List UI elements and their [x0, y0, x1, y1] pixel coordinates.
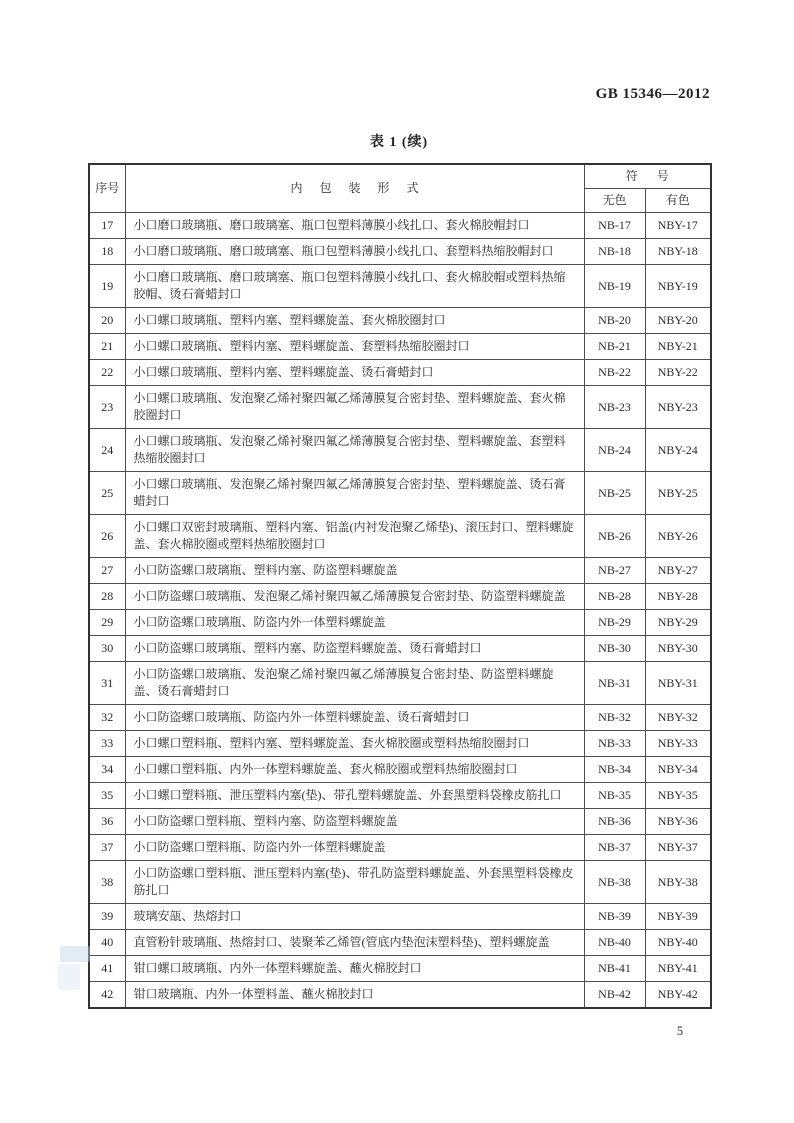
- table-row: [89, 472, 711, 515]
- cell-symbol-colored: NBY-31: [645, 662, 711, 705]
- cell-symbol-colored: NBY-38: [645, 861, 711, 904]
- cell-symbol-colored: NBY-35: [645, 783, 711, 809]
- cell-symbol-colored: NBY-28: [645, 584, 711, 610]
- cell-symbol-colored: NBY-24: [645, 429, 711, 472]
- cell-symbol-colorless: NB-30: [584, 636, 645, 662]
- cell-packaging-form: 小口磨口玻璃瓶、磨口玻璃塞、瓶口包塑料薄膜小线扎口、套火棉胶帽封口: [125, 213, 584, 239]
- table-row: [89, 429, 711, 472]
- table-row: [89, 584, 711, 610]
- table-row: [89, 239, 711, 265]
- cell-symbol-colorless: NB-23: [584, 386, 645, 429]
- cell-serial-number: 24: [89, 429, 125, 472]
- table-row: [89, 386, 711, 429]
- cell-serial-number: 29: [89, 610, 125, 636]
- scan-artifact-smudge: [58, 964, 80, 990]
- cell-symbol-colorless: NB-41: [584, 956, 645, 982]
- cell-symbol-colored: NBY-17: [645, 213, 711, 239]
- cell-serial-number: 19: [89, 265, 125, 308]
- header-serial-number: 序号: [89, 164, 125, 213]
- cell-serial-number: 20: [89, 308, 125, 334]
- table-header: [89, 164, 711, 213]
- cell-symbol-colored: NBY-37: [645, 835, 711, 861]
- cell-symbol-colorless: NB-24: [584, 429, 645, 472]
- table-row: [89, 809, 711, 835]
- cell-symbol-colorless: NB-22: [584, 360, 645, 386]
- cell-packaging-form: 小口螺口玻璃瓶、塑料内塞、塑料螺旋盖、烫石膏蜡封口: [125, 360, 584, 386]
- cell-serial-number: 35: [89, 783, 125, 809]
- cell-packaging-form: 直管粉针玻璃瓶、热熔封口、装聚苯乙烯管(管底内垫泡沫塑料垫)、塑料螺旋盖: [125, 930, 584, 956]
- table-row: [89, 904, 711, 930]
- table-row: [89, 558, 711, 584]
- cell-symbol-colored: NBY-40: [645, 930, 711, 956]
- cell-packaging-form: 小口防盗螺口玻璃瓶、发泡聚乙烯衬聚四氟乙烯薄膜复合密封垫、防盗塑料螺旋盖: [125, 584, 584, 610]
- header-row-1: [89, 164, 711, 189]
- cell-packaging-form: 小口防盗螺口玻璃瓶、塑料内塞、防盗塑料螺旋盖、烫石膏蜡封口: [125, 636, 584, 662]
- cell-serial-number: 27: [89, 558, 125, 584]
- cell-symbol-colorless: NB-38: [584, 861, 645, 904]
- table-row: [89, 705, 711, 731]
- table-row: [89, 861, 711, 904]
- cell-symbol-colorless: NB-31: [584, 662, 645, 705]
- cell-packaging-form: 小口防盗螺口塑料瓶、防盗内外一体塑料螺旋盖: [125, 835, 584, 861]
- cell-symbol-colored: NBY-32: [645, 705, 711, 731]
- cell-symbol-colorless: NB-29: [584, 610, 645, 636]
- cell-symbol-colorless: NB-21: [584, 334, 645, 360]
- cell-symbol-colorless: NB-20: [584, 308, 645, 334]
- cell-symbol-colored: NBY-30: [645, 636, 711, 662]
- cell-serial-number: 23: [89, 386, 125, 429]
- cell-symbol-colorless: NB-26: [584, 515, 645, 558]
- cell-symbol-colorless: NB-27: [584, 558, 645, 584]
- table-row: [89, 757, 711, 783]
- cell-symbol-colorless: NB-39: [584, 904, 645, 930]
- cell-serial-number: 18: [89, 239, 125, 265]
- cell-symbol-colored: NBY-27: [645, 558, 711, 584]
- cell-symbol-colorless: NB-42: [584, 982, 645, 1009]
- cell-symbol-colorless: NB-36: [584, 809, 645, 835]
- cell-packaging-form: 小口螺口玻璃瓶、发泡聚乙烯衬聚四氟乙烯薄膜复合密封垫、塑料螺旋盖、套塑料热缩胶圈封口: [125, 429, 584, 472]
- cell-serial-number: 37: [89, 835, 125, 861]
- cell-serial-number: 21: [89, 334, 125, 360]
- cell-serial-number: 33: [89, 731, 125, 757]
- cell-packaging-form: 钳口玻璃瓶、内外一体塑料盖、蘸火棉胶封口: [125, 982, 584, 1009]
- cell-symbol-colored: NBY-34: [645, 757, 711, 783]
- cell-symbol-colored: NBY-25: [645, 472, 711, 515]
- cell-symbol-colorless: NB-37: [584, 835, 645, 861]
- cell-symbol-colored: NBY-20: [645, 308, 711, 334]
- cell-packaging-form: 小口螺口玻璃瓶、塑料内塞、塑料螺旋盖、套塑料热缩胶圈封口: [125, 334, 584, 360]
- cell-packaging-form: 小口防盗螺口塑料瓶、塑料内塞、防盗塑料螺旋盖: [125, 809, 584, 835]
- table-row: [89, 265, 711, 308]
- table-row: [89, 731, 711, 757]
- table-row: [89, 334, 711, 360]
- table-row: [89, 783, 711, 809]
- cell-symbol-colorless: NB-35: [584, 783, 645, 809]
- cell-symbol-colored: NBY-26: [645, 515, 711, 558]
- table-body: [89, 213, 711, 1009]
- cell-packaging-form: 钳口螺口玻璃瓶、内外一体塑料螺旋盖、蘸火棉胶封口: [125, 956, 584, 982]
- cell-symbol-colored: NBY-19: [645, 265, 711, 308]
- cell-packaging-form: 玻璃安瓿、热熔封口: [125, 904, 584, 930]
- cell-symbol-colored: NBY-23: [645, 386, 711, 429]
- cell-symbol-colorless: NB-28: [584, 584, 645, 610]
- packaging-table: [88, 163, 712, 1009]
- cell-serial-number: 34: [89, 757, 125, 783]
- cell-serial-number: 38: [89, 861, 125, 904]
- cell-packaging-form: 小口磨口玻璃瓶、磨口玻璃塞、瓶口包塑料薄膜小线扎口、套塑料热缩胶帽封口: [125, 239, 584, 265]
- cell-symbol-colored: NBY-39: [645, 904, 711, 930]
- cell-symbol-colored: NBY-29: [645, 610, 711, 636]
- cell-serial-number: 31: [89, 662, 125, 705]
- cell-packaging-form: 小口防盗螺口玻璃瓶、防盗内外一体塑料螺旋盖、烫石膏蜡封口: [125, 705, 584, 731]
- cell-symbol-colorless: NB-18: [584, 239, 645, 265]
- cell-symbol-colored: NBY-42: [645, 982, 711, 1009]
- cell-symbol-colorless: NB-40: [584, 930, 645, 956]
- header-symbol-group: 符 号: [584, 164, 711, 189]
- table-row: [89, 930, 711, 956]
- cell-packaging-form: 小口螺口塑料瓶、塑料内塞、塑料螺旋盖、套火棉胶圈或塑料热缩胶圈封口: [125, 731, 584, 757]
- cell-packaging-form: 小口螺口双密封玻璃瓶、塑料内塞、铝盖(内衬发泡聚乙烯垫)、滚压封口、塑料螺旋盖、套火棉胶圈或塑料热缩胶圈封口: [125, 515, 584, 558]
- cell-packaging-form: 小口防盗螺口玻璃瓶、防盗内外一体塑料螺旋盖: [125, 610, 584, 636]
- header-colorless: 无色: [584, 189, 645, 213]
- cell-serial-number: 30: [89, 636, 125, 662]
- cell-packaging-form: 小口防盗螺口玻璃瓶、发泡聚乙烯衬聚四氟乙烯薄膜复合密封垫、防盗塑料螺旋盖、烫石膏蜡封口: [125, 662, 584, 705]
- cell-symbol-colorless: NB-17: [584, 213, 645, 239]
- cell-symbol-colored: NBY-22: [645, 360, 711, 386]
- cell-symbol-colored: NBY-21: [645, 334, 711, 360]
- cell-serial-number: 42: [89, 982, 125, 1009]
- cell-symbol-colorless: NB-19: [584, 265, 645, 308]
- cell-symbol-colored: NBY-41: [645, 956, 711, 982]
- cell-serial-number: 36: [89, 809, 125, 835]
- cell-symbol-colorless: NB-25: [584, 472, 645, 515]
- cell-packaging-form: 小口磨口玻璃瓶、磨口玻璃塞、瓶口包塑料薄膜小线扎口、套火棉胶帽或塑料热缩胶帽、烫石膏蜡封口: [125, 265, 584, 308]
- table-row: [89, 982, 711, 1009]
- cell-serial-number: 26: [89, 515, 125, 558]
- cell-packaging-form: 小口螺口玻璃瓶、塑料内塞、塑料螺旋盖、套火棉胶圈封口: [125, 308, 584, 334]
- table-row: [89, 308, 711, 334]
- table-row: [89, 662, 711, 705]
- table-row: [89, 515, 711, 558]
- cell-serial-number: 41: [89, 956, 125, 982]
- cell-packaging-form: 小口螺口塑料瓶、内外一体塑料螺旋盖、套火棉胶圈或塑料热缩胶圈封口: [125, 757, 584, 783]
- table-row: [89, 213, 711, 239]
- table-row: [89, 610, 711, 636]
- cell-serial-number: 25: [89, 472, 125, 515]
- cell-symbol-colorless: NB-33: [584, 731, 645, 757]
- cell-symbol-colorless: NB-34: [584, 757, 645, 783]
- cell-symbol-colored: NBY-18: [645, 239, 711, 265]
- cell-symbol-colorless: NB-32: [584, 705, 645, 731]
- page-number: 5: [676, 1024, 684, 1038]
- cell-serial-number: 32: [89, 705, 125, 731]
- cell-packaging-form: 小口螺口玻璃瓶、发泡聚乙烯衬聚四氟乙烯薄膜复合密封垫、塑料螺旋盖、套火棉胶圈封口: [125, 386, 584, 429]
- standard-code: GB 15346—2012: [595, 86, 710, 102]
- cell-packaging-form: 小口螺口塑料瓶、泄压塑料内塞(垫)、带孔塑料螺旋盖、外套黑塑料袋橡皮筋扎口: [125, 783, 584, 809]
- table-title: 表 1 (续): [369, 135, 429, 150]
- scan-artifact-smudge: [60, 946, 90, 962]
- header-colored: 有色: [645, 189, 711, 213]
- cell-serial-number: 39: [89, 904, 125, 930]
- header-inner-packaging-form: 内 包 装 形 式: [125, 164, 584, 213]
- cell-symbol-colored: NBY-36: [645, 809, 711, 835]
- table-row: [89, 956, 711, 982]
- cell-serial-number: 40: [89, 930, 125, 956]
- table-row: [89, 636, 711, 662]
- cell-serial-number: 17: [89, 213, 125, 239]
- cell-serial-number: 22: [89, 360, 125, 386]
- cell-packaging-form: 小口防盗螺口塑料瓶、泄压塑料内塞(垫)、带孔防盗塑料螺旋盖、外套黑塑料袋橡皮筋扎口: [125, 861, 584, 904]
- table-row: [89, 360, 711, 386]
- cell-serial-number: 28: [89, 584, 125, 610]
- cell-symbol-colored: NBY-33: [645, 731, 711, 757]
- cell-packaging-form: 小口螺口玻璃瓶、发泡聚乙烯衬聚四氟乙烯薄膜复合密封垫、塑料螺旋盖、烫石膏蜡封口: [125, 472, 584, 515]
- cell-packaging-form: 小口防盗螺口玻璃瓶、塑料内塞、防盗塑料螺旋盖: [125, 558, 584, 584]
- table-row: [89, 835, 711, 861]
